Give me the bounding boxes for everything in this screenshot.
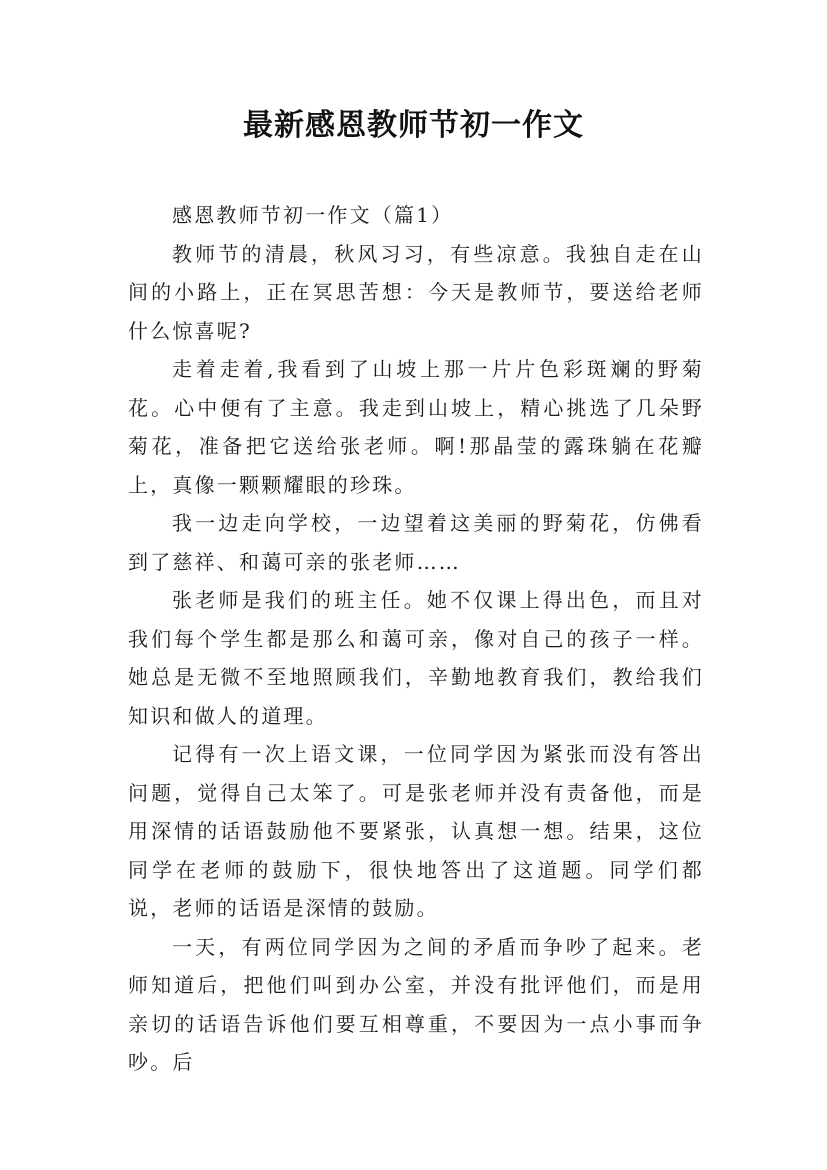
document-body [128,196,704,1082]
paragraph: 张老师是我们的班主任。她不仅课上得出色，而且对我们每个学生都是那么和蔼可亲，像对自己的孩子一样。她总是无微不至地照顾我们，辛勤地教育我们，教给我们知识和做人的道理。 [128,588,704,728]
paragraph: 一天，有两位同学因为之间的矛盾而争吵了起来。老师知道后，把他们叫到办公室，并没有批评他们，而是用亲切的话语告诉他们要互相尊重，不要因为一点小事而争吵。后 [128,934,704,1074]
paragraph: 记得有一次上语文课，一位同学因为紧张而没有答出问题，觉得自己太笨了。可是张老师并没有责备他，而是用深情的话语鼓励他不要紧张，认真想一想。结果，这位同学在老师的鼓励下，很快地答出了这道题。同学们都说，老师的话语是深情的鼓励。 [128,742,704,920]
paragraph: 教师节的清晨，秋风习习，有些凉意。我独自走在山间的小路上，正在冥思苦想：今天是教师节，要送给老师什么惊喜呢? [128,241,704,343]
paragraph: 我一边走向学校，一边望着这美丽的野菊花，仿佛看到了慈祥、和蔼可亲的张老师…… [128,511,704,574]
document-title: 最新感恩教师节初一作文 [243,108,584,143]
section-heading: 感恩教师节初一作文（篇1） [172,203,454,227]
paragraph: 走着走着,我看到了山坡上那一片片色彩斑斓的野菊花。心中便有了主意。我走到山坡上，精心挑选了几朵野菊花，准备把它送给张老师。啊!那晶莹的露珠躺在花瓣上，真像一颗颗耀眼的珍珠。 [128,357,704,497]
